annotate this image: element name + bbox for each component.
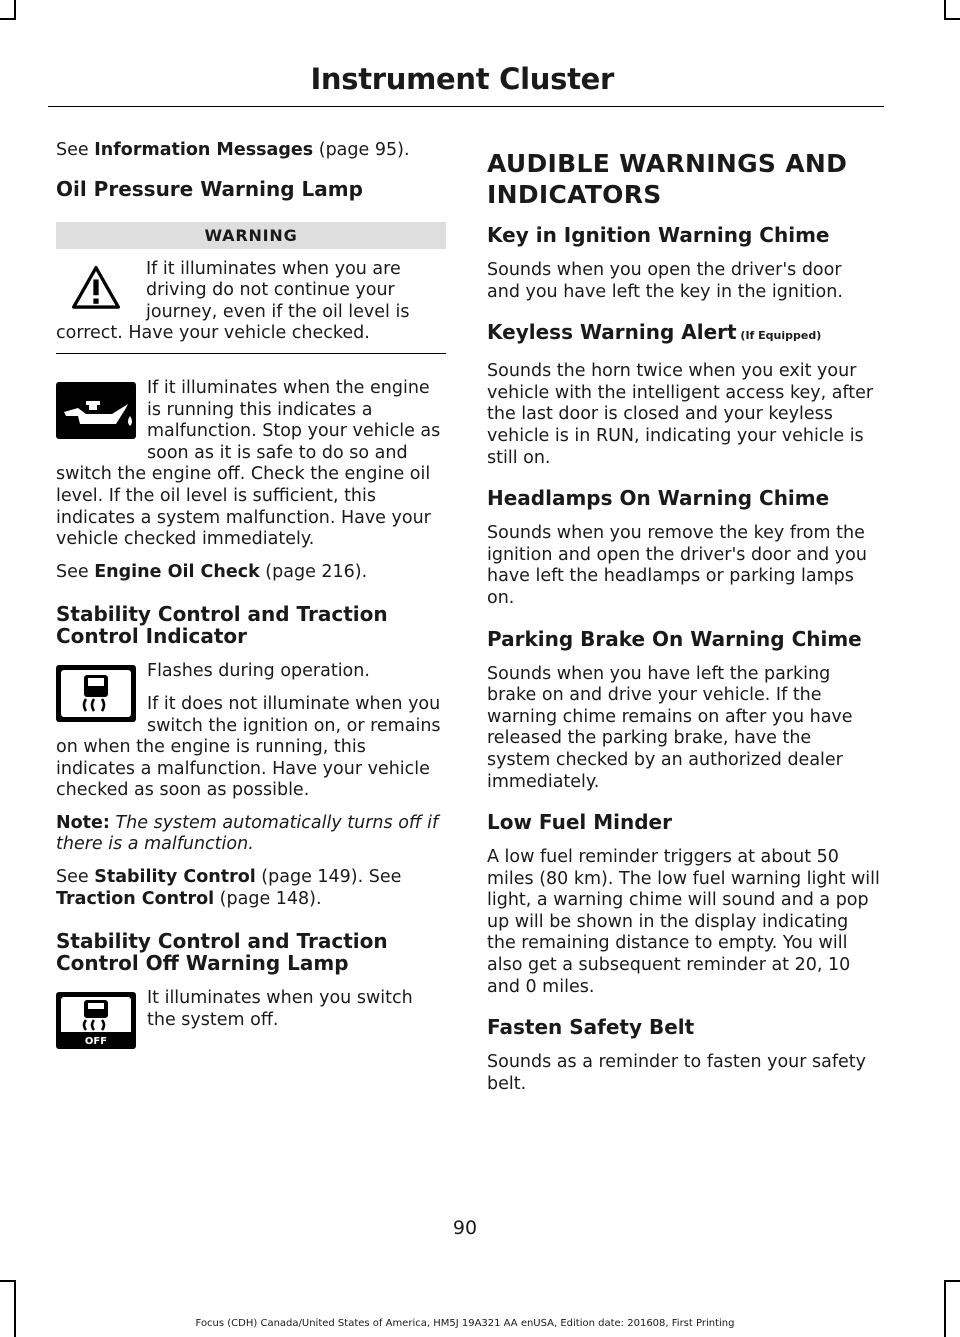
traction-control-link[interactable]: Traction Control: [56, 888, 215, 909]
keyless-title: Keyless Warning Alert: [487, 320, 737, 345]
warning-label: WARNING: [56, 222, 446, 249]
stability-malfunction-text: If it does not illuminate when you switch the ignition on, or remains on when the engine is running, this indicates a malfunction. Have your vehicle checked as soon as possible.: [56, 693, 441, 801]
oil-can-icon: [56, 382, 136, 439]
page-title: Instrument Cluster: [310, 62, 614, 96]
see-prefix: See: [56, 867, 95, 888]
headlamps-heading: Headlamps On Warning Chime: [487, 486, 830, 511]
footer-edition-info: Focus (CDH) Canada/United States of America, HM5J 19A321 AA enUSA, Edition date: 201608, First Printing: [195, 1318, 735, 1329]
low-fuel-text: A low fuel reminder triggers at about 50 miles (80 km). The low fuel warning light will light, a warning chime will sound and a pop up will be shown in the display indicating the remaining distance to empty. You will also get a subsequent reminder at 20, 10 and 0 miles.: [487, 847, 880, 997]
oil-description: If it illuminates when the engine is running this indicates a malfunction. Stop your vehicle as soon as it is safe to do so and switch the engine off. Check the engine oil level. If the oil level is sufficient, this indicates a system malfunction. Have your vehicle checked immediately.: [56, 377, 441, 550]
page-number: 90: [452, 1217, 478, 1239]
warning-block: [56, 259, 446, 354]
crop-mark: [944, 0, 946, 18]
safety-belt-text: Sounds as a reminder to fasten your safety belt.: [487, 1052, 867, 1094]
left-column: [56, 140, 446, 1053]
warning-text: If it illuminates when you are driving do not continue your journey, even if the oil level is correct. Have your vehicle checked.: [56, 258, 410, 344]
crop-mark: [944, 18, 960, 20]
see-stability-reference: [56, 867, 446, 910]
see-info-reference: [56, 140, 446, 162]
stability-off-lamp: [56, 992, 136, 1049]
page-ref: (page 95).: [313, 140, 410, 160]
stability-off-heading: Stability Control and Traction Control Off Warning Lamp: [56, 929, 388, 976]
stability-lamp: [56, 665, 136, 722]
off-label: OFF: [84, 1036, 108, 1048]
crop-mark: [944, 1280, 960, 1282]
skidding-car-icon: [56, 665, 136, 722]
stability-heading: Stability Control and Traction Control Indicator: [56, 602, 388, 649]
stability-off-text: It illuminates when you switch the system off.: [147, 988, 413, 1030]
stability-section: [56, 661, 446, 813]
low-fuel-heading: Low Fuel Minder: [487, 810, 672, 835]
crop-mark: [0, 1280, 16, 1282]
audible-warnings-heading: AUDIBLE WARNINGS AND INDICATORS: [487, 149, 848, 209]
keyless-heading: [487, 321, 880, 347]
note: [56, 813, 446, 856]
engine-oil-check-link[interactable]: Engine Oil Check: [94, 561, 260, 582]
page-ref: (page 216).: [259, 561, 368, 582]
keyless-text: Sounds the horn twice when you exit your vehicle with the intelligent access key, after the last door is closed and your keyless vehicle is in RUN, indicating your vehicle is still on.: [487, 361, 874, 468]
if-equipped-tag: (If Equipped): [736, 329, 822, 343]
key-ignition-text: Sounds when you open the driver's door and you have left the key in the ignition.: [487, 260, 843, 302]
oil-pressure-heading: Oil Pressure Warning Lamp: [56, 176, 363, 201]
oil-lamp-section: [56, 378, 446, 562]
crop-mark: [944, 1280, 946, 1337]
header-divider: [48, 106, 884, 107]
page-ref: (page 149). See: [255, 867, 402, 888]
see-oil-reference: [56, 562, 446, 584]
note-label: Note:: [56, 812, 110, 833]
crop-mark: [0, 18, 16, 20]
crop-mark: [14, 0, 16, 18]
parking-brake-heading: Parking Brake On Warning Chime: [487, 626, 862, 651]
right-column: [487, 148, 880, 1106]
note-text: The system automatically turns off if there is a malfunction.: [56, 812, 439, 855]
page-ref: (page 148).: [214, 888, 322, 909]
see-prefix: See: [56, 140, 95, 160]
stability-flash-text: Flashes during operation.: [147, 661, 370, 682]
info-messages-link[interactable]: Information Messages: [94, 140, 314, 160]
oil-pressure-lamp: [56, 382, 136, 439]
parking-brake-text: Sounds when you have left the parking brake on and drive your vehicle. If the warning chime remains on after you have released the parking brake, have the system checked by an authorized dealer immediately.: [487, 663, 853, 792]
safety-belt-heading: Fasten Safety Belt: [487, 1015, 695, 1040]
stability-control-link[interactable]: Stability Control: [94, 867, 256, 888]
stability-off-section: [56, 988, 446, 1053]
headlamps-text: Sounds when you remove the key from the ignition and open the driver's door and you have left the headlamps or parking lamps on.: [487, 523, 867, 608]
key-ignition-heading: Key in Ignition Warning Chime: [487, 223, 830, 247]
see-prefix: See: [56, 561, 95, 582]
warning-triangle-icon: [56, 265, 136, 311]
